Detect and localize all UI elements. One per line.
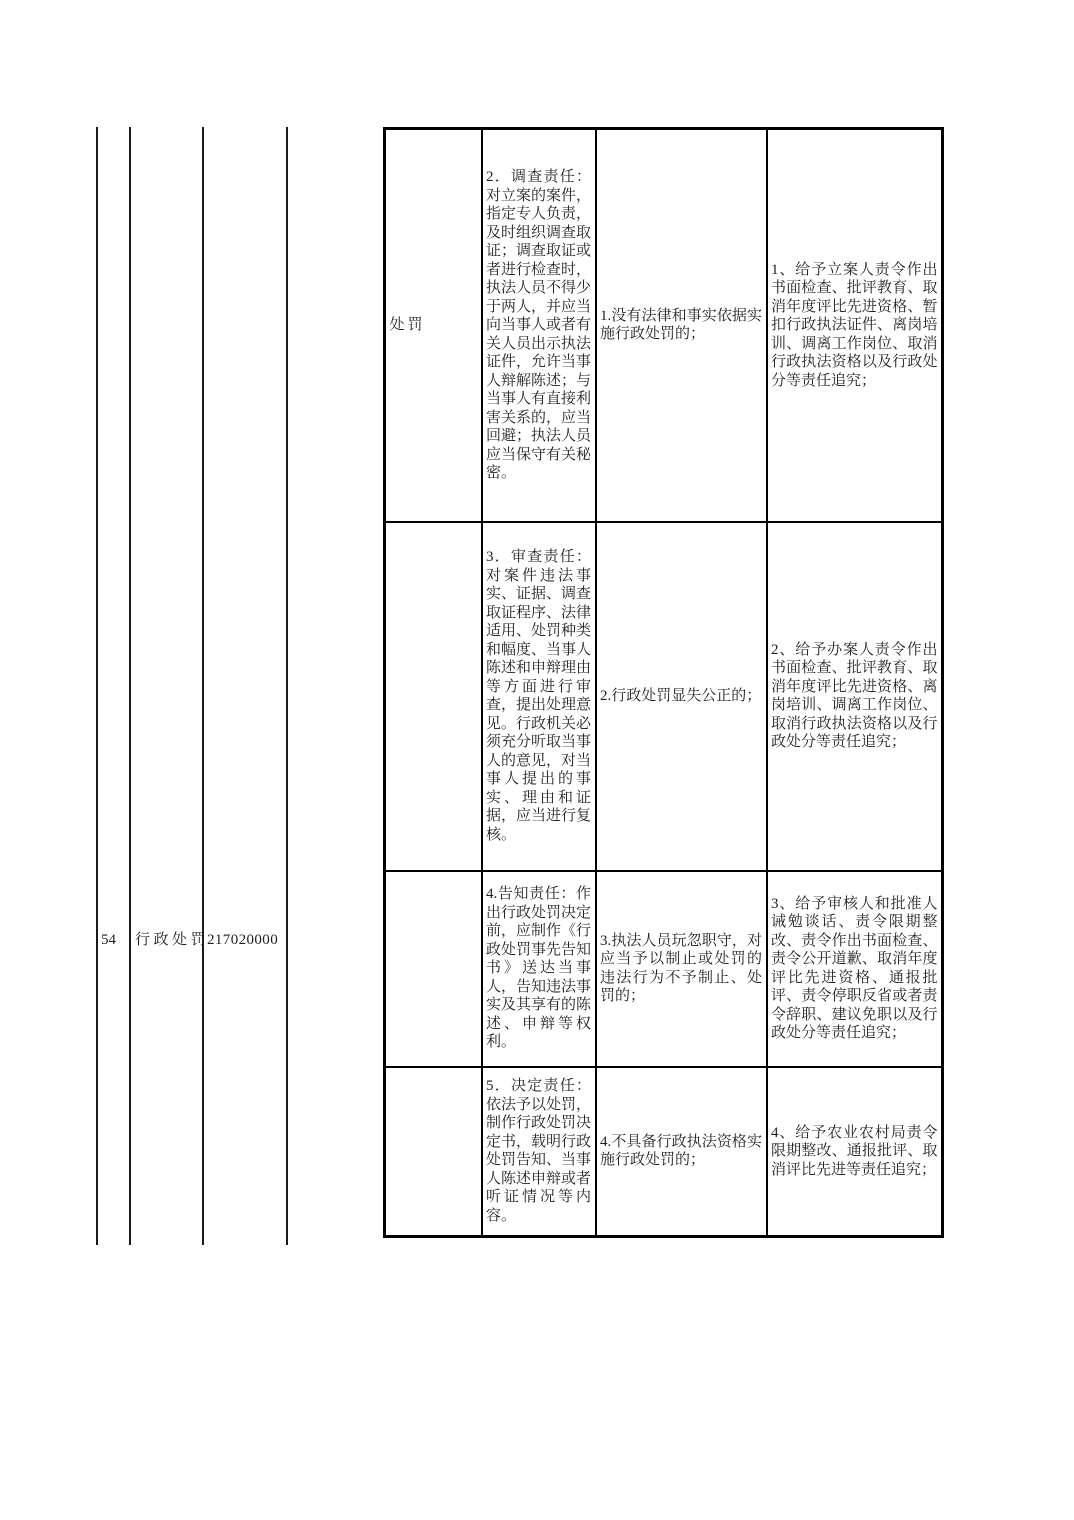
stage-cell-empty [385,1067,482,1237]
accountability-cell-3: 3、给予审核人和批准人诫勉谈话、责令限期整改、责令作出书面检查、责令公开道歉、取消年度评比先进资格、通报批评、责令停职反省或者责令辞职、建议免职以及行政处分等责任追究； [767,871,943,1067]
power-type-label: 行政处罚 [135,932,210,948]
table-row [385,129,943,522]
column-rule-4 [286,127,288,1245]
accountability-cell-1: 1、给予立案人责令作出书面检查、批评教育、取消年度评比先进资格、暂扣行政执法证件、离岗培训、调离工作岗位、取消行政执法资格以及行政处分等责任追究； [767,129,943,522]
stage-cell: 处罚 [385,129,482,522]
row-number: 54 [101,932,116,948]
accountability-cell-2: 2、给予办案人责令作出书面检查、批评教育、取消年度评比先进资格、离岗培训、调离工作岗位、取消行政执法资格以及行政处分等责任追究； [767,522,943,871]
stage-cell-empty [385,871,482,1067]
duty-cell-decision: 5．决定责任：依法予以处罚，制作行政处罚决定书，载明行政处罚告知、当事人陈述申辩或者听证情况等内容。 [482,1067,596,1237]
stage-cell-empty [385,522,482,871]
situation-cell-4: 4.不具备行政执法资格实施行政处罚的； [596,1067,767,1237]
accountability-cell-4: 4、给予农业农村局责令限期整改、通报批评、取消评比先进等责任追究； [767,1067,943,1237]
power-code: 217020000 [207,932,279,948]
column-rule-2 [129,127,131,1245]
table-row [385,522,943,871]
situation-cell-1: 1.没有法律和事实依据实施行政处罚的； [596,129,767,522]
column-rule-3 [202,127,204,1245]
situation-cell-3: 3.执法人员玩忽职守，对应当予以制止或处罚的违法行为不予制止、处罚的； [596,871,767,1067]
duty-cell-investigation: 2．调查责任：对立案的案件，指定专人负责，及时组织调查取证；调查取证或者进行检查时，执法人员不得少于两人，并应当向当事人或者有关人员出示执法证件，允许当事人辩解陈述；与当事人有直接利害关系的，应当回避；执法人员应当保守有关秘密。 [482,129,596,522]
duty-cell-notification: 4.告知责任：作出行政处罚决定前，应制作《行政处罚事先告知书》送达当事人，告知违法事实及其享有的陈述、申辩等权利。 [482,871,596,1067]
table-row [385,1067,943,1237]
column-rule-1 [96,127,98,1245]
table-row [385,871,943,1067]
responsibility-table [383,127,944,1238]
duty-cell-review: 3．审查责任：对案件违法事实、证据、调查取证程序、法律适用、处罚种类和幅度、当事人陈述和申辩理由等方面进行审查，提出处理意见。行政机关必须充分听取当事人的意见，对当事人提出的事实、理由和证据，应当进行复核。 [482,522,596,871]
situation-cell-2: 2.行政处罚显失公正的； [596,522,767,871]
